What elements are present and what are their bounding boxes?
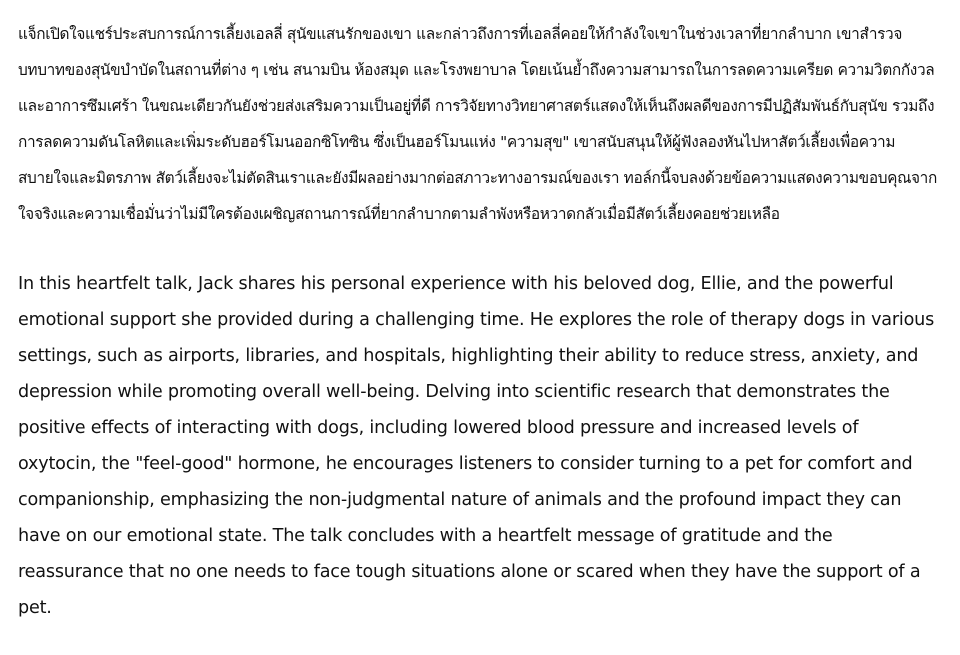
thai-paragraph: แจ็กเปิดใจแชร์ประสบการณ์การเลี้ยงเอลลี่ สุนัขแสนรักของเขา และกล่าวถึงการที่เอลลี่คอยให้กำลังใจเขาในช่วงเวลาที่ยากลำบาก เขาสำรวจบทบาทของสุนัขบำบัดในสถานที่ต่าง ๆ เช่น สนามบิน ห้องสมุด และโรงพยาบาล โดยเน้นย้ำถึงความสามารถในการลดความเครียด ความวิตกกังวล และอาการซึมเศร้า ในขณะเดียวกันยังช่วยส่งเสริมความเป็นอยู่ที่ดี การวิจัยทางวิทยาศาสตร์แสดงให้เห็นถึงผลดีของการมีปฏิสัมพันธ์กับสุนัข รวมถึงการลดความดันโลหิตและเพิ่มระดับฮอร์โมนออกซิโทซิน ซึ่งเป็นฮอร์โมนแห่ง "ความสุข" เขาสนับสนุนให้ผู้ฟังลองหันไปหาสัตว์เลี้ยงเพื่อความสบายใจและมิตรภาพ สัตว์เลี้ยงจะไม่ตัดสินเราและยังมีผลอย่างมากต่อสภาวะทางอารมณ์ของเรา ทอล์กนี้จบลงด้วยข้อความแสดงความขอบคุณจากใจจริงและความเชื่อมั่นว่าไม่มีใครต้องเผชิญสถานการณ์ที่ยากลำบากตามลำพังหรือหวาดกลัวเมื่อมีสัตว์เลี้ยงคอยช่วยเหลือ [18, 25, 937, 223]
english-paragraph: In this heartfelt talk, Jack shares his personal experience with his beloved dog, Ellie, and the powerful emotional support she provided during a challenging time. He explores the role of therapy dogs in various settings, such as airports, libraries, and hospitals, highlighting their ability to reduce stress, anxiety, and depression while promoting overall well-being. Delving into scientific research that demonstrates the positive effects of interacting with dogs, including lowered blood pressure and increased levels of oxytocin, the "feel-good" hormone, he encourages listeners to consider turning to a pet for comfort and companionship, emphasizing the non-judgmental nature of animals and the profound impact they can have on our emotional state. The talk concludes with a heartfelt message of gratitude and the reassurance that no one needs to face tough situations alone or scared when they have the support of a pet. [18, 274, 935, 618]
